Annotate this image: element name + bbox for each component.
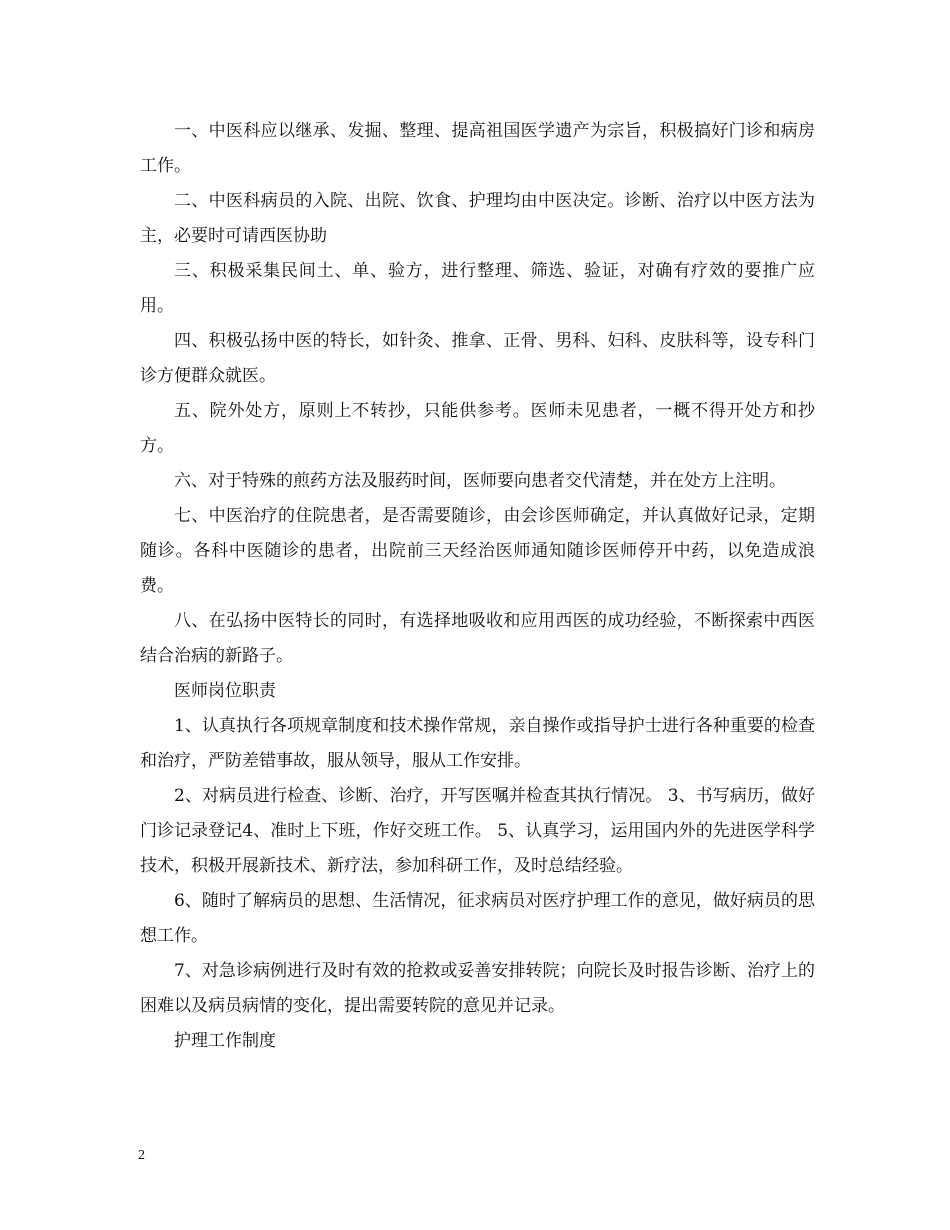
next-section-heading: 护理工作制度	[174, 1031, 276, 1051]
duty-paragraph-4: 7、对急诊病例进行及时有效的抢救或妥善安排转院；向院长及时报告诊断、治疗上的困难以及病员病情的变化，提出需要转院的意见并记录。	[140, 961, 815, 1016]
paragraph-4: 四、积极弘扬中医的特长，如针灸、推拿、正骨、男科、妇科、皮肤科等，设专科门诊方便群众就医。	[140, 331, 815, 386]
page-number: 2	[138, 1148, 145, 1163]
paragraph-5: 五、院外处方，原则上不转抄，只能供参考。医师未见患者，一概不得开处方和抄方。	[140, 401, 815, 456]
document-body	[140, 114, 815, 1059]
paragraph-2: 二、中医科病员的入院、出院、饮食、护理均由中医决定。诊断、治疗以中医方法为主，必要时可请西医协助	[140, 191, 815, 246]
paragraph-6: 六、对于特殊的煎药方法及服药时间，医师要向患者交代清楚，并在处方上注明。	[174, 471, 786, 491]
duty-paragraph-2: 2、对病员进行检查、诊断、治疗，开写医嘱并检查其执行情况。 3、书写病历，做好门诊记录登记4、准时上下班，作好交班工作。 5、认真学习，运用国内外的先进医学科学技术，积极开展新技术、新疗法，参加科研工作，及时总结经验。	[140, 786, 815, 876]
paragraph-1: 一、中医科应以继承、发掘、整理、提高祖国医学遗产为宗旨，积极搞好门诊和病房工作。	[140, 121, 815, 176]
paragraph-7: 七、中医治疗的住院患者，是否需要随诊，由会诊医师确定，并认真做好记录，定期随诊。各科中医随诊的患者，出院前三天经治医师通知随诊医师停开中药，以免造成浪费。	[140, 506, 815, 596]
paragraph-3: 三、积极采集民间土、单、验方，进行整理、筛选、验证，对确有疗效的要推广应用。	[140, 261, 815, 316]
duty-paragraph-3: 6、随时了解病员的思想、生活情况，征求病员对医疗护理工作的意见，做好病员的思想工作。	[140, 891, 815, 946]
duty-paragraph-1: 1、认真执行各项规章制度和技术操作常规，亲自操作或指导护士进行各种重要的检查和治疗，严防差错事故，服从领导，服从工作安排。	[140, 716, 815, 771]
section-heading: 医师岗位职责	[174, 681, 276, 701]
paragraph-8: 八、在弘扬中医特长的同时，有选择地吸收和应用西医的成功经验，不断探索中西医结合治病的新路子。	[140, 611, 815, 666]
